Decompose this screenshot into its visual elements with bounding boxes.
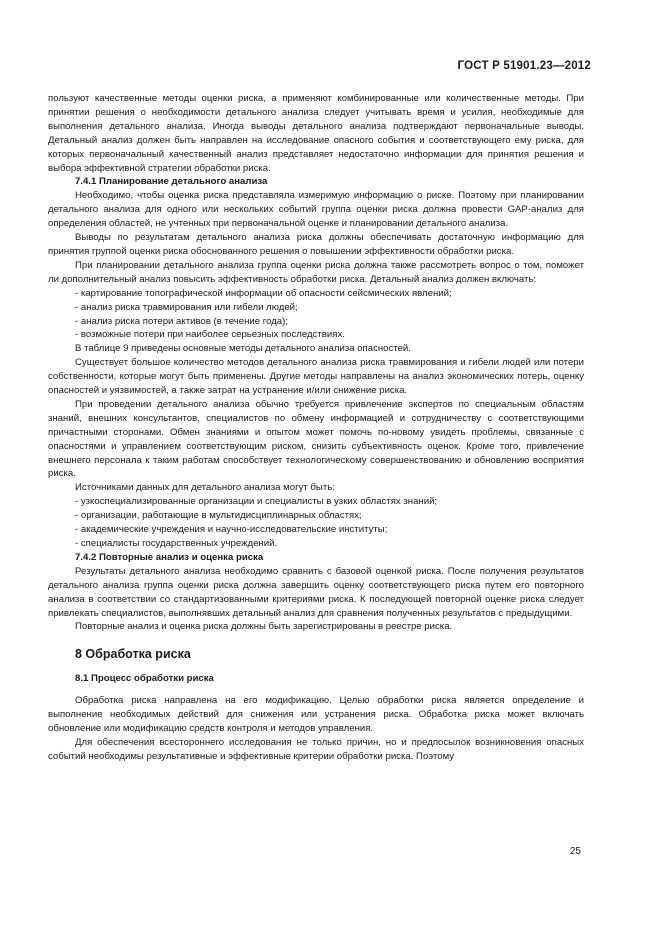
list-item: - академические учреждения и научно-исследовательские институты; (75, 524, 388, 536)
subsection-heading-7-4-1: 7.4.1 Планирование детального анализа (75, 176, 268, 188)
page-number: 25 (569, 846, 581, 857)
paragraph: пользуют качественные методы оценки риска, а применяют комбинированные или количественные методы. При принятии решения о необходимости детального анализа следует учитывать время и усилия, необходимые для выполнения детального анализа. Иногда выводы детального анализа подтверждают первоначальные выводы. Детальный анализ должен быть направлен на исследование опасного события и соответствующего ему риска, для которых первоначальный качественный анализ представляет недостаточно информации для принятия решения и выбора эффективной стратегии обработки риска. (48, 93, 584, 174)
paragraph: Повторные анализ и оценка риска должны быть зарегистрированы в реестре риска. (75, 621, 453, 633)
paragraph: Для обеспечения всестороннего исследования не только причин, но и предпосылок возникновения опасных событий необходимы результативные и эффективные критерии обработки риска. Поэтому (48, 736, 584, 762)
list-item: - анализ риска травмирования или гибели людей; (75, 301, 298, 313)
paragraph: Источниками данных для детального анализа могут быть: (75, 482, 335, 494)
list-item: - анализ риска потери активов (в течение года); (75, 315, 288, 327)
paragraph: Обработка риска направлена на его модификацию. Целью обработки риска является определение и выполнение необходимых действий для снижения или устранения риска. Обработка риска может включать обновление или модификацию средств контроля и методов управления. (48, 695, 584, 735)
paragraph: Необходимо, чтобы оценка риска представляла измеримую информацию о риске. Поэтому при планировании детального анализа для одного или нескольких событий группа оценки риска должна провести GAP-анализ для определения областей, не учтенных при первоначальной оценке и планировании детального анализа. (48, 190, 584, 230)
section-heading-8: 8 Обработка риска (75, 647, 191, 662)
paragraph: В таблице 9 приведены основные методы детального анализа опасностей. (75, 343, 411, 355)
list-item: - организации, работающие в мультидисциплинарных областях; (75, 510, 362, 522)
list-item: - специалисты государственных учреждений. (75, 538, 278, 549)
document-header: ГОСТ Р 51901.23—2012 (457, 60, 591, 72)
paragraph: Результаты детального анализа необходимо сравнить с базовой оценкой риска. После получения результатов детального анализа группа оценки риска должна завершить оценку соответствующего риска путем его повторного анализа в соответствии со стандартизованными критериями риска. К последующей повторной оценке риска следует привлекать специалистов, выполнявших детальный анализ для сравнения полученных результатов с предыдущими. (48, 565, 584, 619)
paragraph: При планировании детального анализа группа оценки риска должна также рассмотреть вопрос о том, поможет ли дополнительный анализ повысить эффективность обработки риска. Детальный анализ должен включать: (48, 259, 584, 285)
list-item: - картирование топографической информации об опасности сейсмических явлений; (75, 287, 452, 299)
paragraph: При проведении детального анализа обычно требуется привлечение экспертов по специальным областям знаний, внешних консультантов, специалистов по обмену информацией и сотрудничеству с соответствующими причастными сторонами. Обмен знаниями и опытом может помочь по-новому увидеть проблемы, связанные с опасностями и управлением соответствующим риском, снизить субъективность оценок. Кроме того, привлечение внешнего персонала к таким работам способствует технологическому совершенствованию и обновлению восприятия риска. (48, 398, 584, 480)
page-body (48, 92, 584, 764)
paragraph: Существует большое количество методов детального анализа риска травмирования и гибели людей или потери собственности, которые могут быть применены. Другие методы направлены на анализ экономических потерь, оценку опасностей и уязвимостей, а также затрат на устранение и/или снижение риска. (48, 357, 584, 397)
list-item: - возможные потери при наиболее серьезных последствиях. (75, 329, 345, 341)
subsection-heading-8-1: 8.1 Процесс обработки риска (75, 673, 214, 685)
subsection-heading-7-4-2: 7.4.2 Повторные анализ и оценка риска (75, 551, 264, 563)
list-item: - узкоспециализированные организации и специалисты в узких областях знаний; (75, 496, 438, 508)
paragraph: Выводы по результатам детального анализа риска должны обеспечивать достаточную информацию для принятия группой оценки риска обоснованного решения о повышении эффективности обработки риска. (48, 232, 584, 257)
